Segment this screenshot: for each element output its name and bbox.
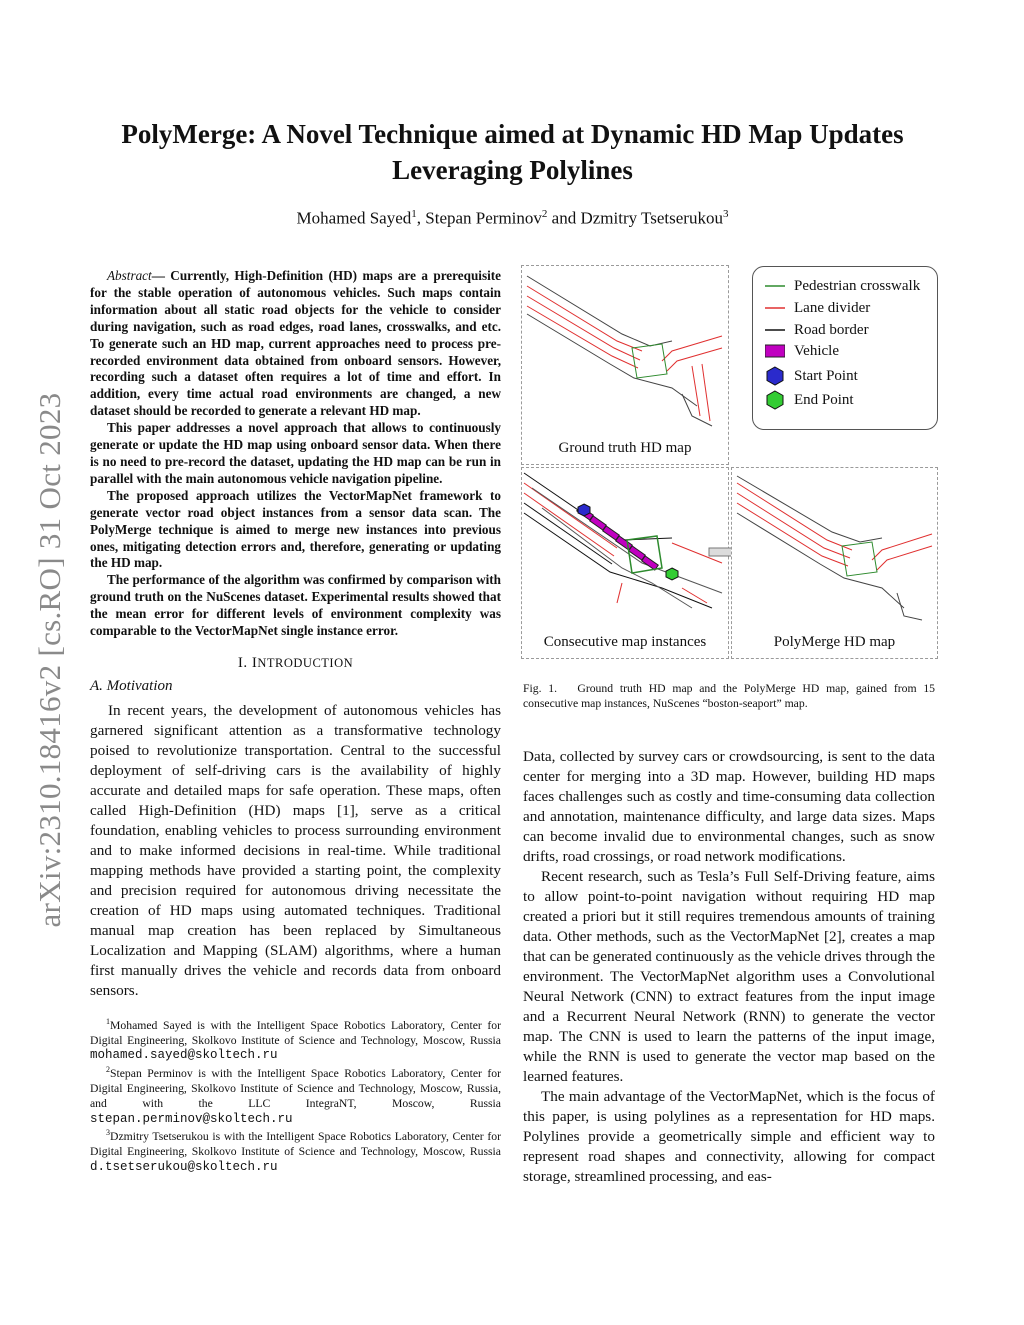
polymerge-map-image: [732, 468, 937, 628]
footnote-number: 1: [106, 1016, 110, 1026]
author-3: Dzmitry Tsetserukou: [580, 208, 723, 228]
email-link[interactable]: stepan.perminov@skoltech.ru: [90, 1111, 293, 1126]
legend-label: Start Point: [794, 367, 858, 384]
left-column: [90, 268, 501, 1175]
vehicle-box: [642, 556, 659, 570]
body-paragraph: In recent years, the development of autonomous vehicles has garnered significant attention as a transformative technology poised to revolutionize transportation. Central to the successful deployment of self-driving cars is the availability of highly accurate and detailed maps for safe operation. These maps, often called High-Definition (HD) maps [1], serve as a critical foundation, enabling vehicles to process surrounding environment and to make informed decisions in real-time. While traditional mapping methods have provided a starting point, the complexity and precision required for autonomous driving necessitate the creation of HD maps using automated techniques. Traditional manual map creation has been replaced by Simultaneous Localization and Mapping (SLAM) algorithms, where a human first manually drives the vehicle and records data from onboard sensors.: [90, 701, 501, 999]
legend-item-vehicle: [765, 341, 839, 361]
lane-divider-line: [877, 546, 932, 570]
lane-divider-line: [667, 348, 722, 371]
legend-label: End Point: [794, 391, 854, 408]
lane-divider-line: [702, 364, 710, 421]
crosswalk-polygon: [842, 542, 877, 576]
ground-truth-map-image: [522, 266, 728, 436]
green-hexagon-icon: [765, 390, 785, 410]
right-column: [523, 747, 935, 1187]
red-line-icon: [765, 303, 785, 313]
lane-divider-line: [737, 483, 852, 550]
end-point-icon: [666, 568, 678, 580]
section-title-rest: NTRODUCTION: [257, 655, 354, 670]
road-border-line: [897, 593, 922, 620]
lane-divider-line: [692, 366, 700, 416]
legend-item-road-border: [765, 320, 869, 340]
footnote-1: [90, 1015, 501, 1063]
abstract: [90, 268, 501, 640]
lane-divider-line: [527, 306, 638, 368]
title-line-1: PolyMerge: A Novel Technique aimed at Dynamic HD Map Updates: [121, 119, 904, 149]
lane-divider-line: [527, 296, 640, 360]
vehicle-box: [616, 536, 633, 550]
legend-item-crosswalk: [765, 276, 920, 296]
abstract-paragraph: [90, 268, 501, 420]
author-3-affiliation: 3: [722, 208, 729, 220]
footnote-text: Mohamed Sayed is with the Intelligent Space Robotics Laboratory, Center for Digital Engineering, Skolkovo Institute of Science and Technology, Moscow, Russia: [90, 1018, 501, 1047]
author-2-affiliation: 2: [541, 208, 548, 220]
green-line-icon: [765, 281, 785, 291]
email-link[interactable]: mohamed.sayed@skoltech.ru: [90, 1048, 278, 1063]
abstract-text-1: Currently, High-Definition (HD) maps are a prerequisite for the stable operation of autonomous vehicles. Such maps contain information about all static road objects for the vehicle to consider during navigation, such as road edges, road lanes, crosswalks, and etc. To generate such an HD map, current approaches need to process pre-recorded environment data obtained from onboard sensors. However, recording such a dataset often requires a lot of time and effort. In addition, every time actual road environments are changed, a new dataset should be recorded to generate a relevant HD map.: [90, 268, 502, 419]
lane-divider-line: [524, 483, 617, 548]
author-2: Stepan Perminov: [425, 208, 542, 228]
legend-item-lane-divider: [765, 298, 870, 318]
author-separator: and: [547, 208, 581, 228]
black-line-icon: [765, 325, 785, 335]
footnote-number: 3: [106, 1128, 110, 1138]
abstract-label: Abstract: [107, 268, 152, 283]
vehicle-box: [629, 546, 646, 560]
intro-left-text: [90, 701, 501, 1001]
section-initial: I: [251, 654, 258, 671]
lane-divider-line: [662, 336, 722, 361]
body-paragraph: Recent research, such as Tesla’s Full Self-Driving feature, aims to allow point-to-point navigation without requiring HD map created a priori but it still requires tremendous amounts of training data. Other methods, such as the VectorMapNet [2], creates a map that can be generated continuously as the vehicle drives through the environment. The VectorMapNet algorithm uses a Convolutional Neural Network (CNN) to extract features from the input image and a Recurrent Neural Network (RNN) to generate the vector map. The CNN is used to learn the patterns of the input image, while the RNN is used to generate the vector map based on the learned features.: [523, 868, 935, 1085]
road-border-line: [524, 513, 712, 608]
abstract-paragraph: The performance of the algorithm was confirmed by comparison with ground truth on the NuScenes dataset. Experimental results showed that the mean error for different levels of environment complexity was comparable to the VectorMapNet single instance error.: [90, 572, 501, 639]
panel-consecutive-instances: [521, 467, 729, 659]
abstract-paragraph: This paper addresses a novel approach that allows to continuously generate or update the HD map using onboard sensor data. When there is no need to pre-record the dataset, updating the HD map can be run in parallel with the main autonomous vehicle navigation pipeline.: [90, 420, 501, 486]
footnote-number: 2: [106, 1065, 110, 1075]
paper-title: [90, 116, 935, 188]
section-heading: [90, 655, 501, 672]
abstract-paragraph: The proposed approach utilizes the VectorMapNet framework to generate vector road object instances from a sensor data scan. The PolyMerge technique is aimed to merge new instances into previous ones, mitigating detection errors and, therefore, generating or updating the HD map.: [90, 487, 501, 571]
blue-hexagon-icon: [765, 366, 785, 386]
author-list: [90, 208, 935, 229]
body-paragraph: The main advantage of the VectorMapNet, which is the focus of this paper, is using polylines as a representation for HD maps. Polylines provide a geometrically simple and efficient way to represent road shapes and connectivity, allowing for compact storage, streamlined processing, and eas-: [523, 1088, 935, 1185]
caption-label: Fig. 1.: [523, 682, 558, 695]
vehicle-box: [590, 516, 607, 530]
panel-label-ground-truth: Ground truth HD map: [558, 440, 692, 456]
author-1: Mohamed Sayed: [296, 208, 412, 228]
legend-item-start-point: [765, 366, 858, 386]
email-link[interactable]: d.tsetserukou@skoltech.ru: [90, 1159, 278, 1174]
road-border-line: [524, 473, 672, 540]
figure-legend: [752, 266, 938, 430]
author-1-affiliation: 1: [411, 208, 417, 220]
road-border-line: [527, 276, 672, 346]
section-number: I.: [237, 654, 252, 671]
figure-caption: [523, 681, 935, 711]
legend-label: Pedestrian crosswalk: [794, 277, 921, 294]
panel-polymerge: [731, 467, 938, 659]
footnote-text: Stepan Perminov is with the Intelligent Space Robotics Laboratory, Center for Digital Engineering, Skolkovo Institute of Science and Technology, Moscow, Russia, and with the LLC IntegraNT, Moscow, Russia: [90, 1067, 501, 1110]
footnote-2: [90, 1063, 501, 1126]
road-border-line: [737, 513, 904, 608]
footnote-text: Dzmitry Tsetserukou is with the Intelligent Space Robotics Laboratory, Center for Digital Engineering, Skolkovo Institute of Science and Technology, Moscow, Russia: [90, 1130, 501, 1158]
footnotes: [90, 1015, 501, 1175]
footnote-3: [90, 1126, 501, 1174]
subsection-heading: A. Motivation: [90, 677, 173, 694]
legend-label: Vehicle: [794, 342, 839, 359]
title-line-2: Leveraging Polylines: [392, 155, 633, 185]
road-border-line: [737, 476, 882, 542]
lane-divider-line: [737, 503, 848, 566]
author-separator: ,: [416, 208, 426, 228]
arxiv-id[interactable]: arXiv:2310.18416v2 [cs.RO] 31 Oct 2023: [32, 392, 67, 928]
arxiv-watermark: [30, 360, 70, 960]
lane-divider-line: [617, 583, 622, 603]
lane-divider-line: [527, 286, 642, 351]
legend-item-end-point: [765, 390, 854, 410]
body-paragraph: Data, collected by survey cars or crowdsourcing, is sent to the data center for merging into a 3D map. However, building HD maps faces challenges such as costly and time-consuming data collection and annotation, maintenance difficulty, and large data sizes. Maps can become invalid due to environmental changes, such as snow drifts, road crossings, or road network modifications.: [523, 748, 935, 865]
consecutive-instances-image: [522, 468, 728, 628]
magenta-box-icon: [765, 344, 785, 358]
road-border-line: [542, 508, 692, 608]
panel-label-consecutive: Consecutive map instances: [543, 634, 707, 650]
legend-label: Road border: [794, 321, 869, 338]
start-point-icon: [578, 504, 590, 516]
legend-label: Lane divider: [794, 299, 871, 316]
panel-label-polymerge: PolyMerge HD map: [773, 634, 896, 650]
abstract-dash: —: [151, 268, 171, 283]
caption-text: Ground truth HD map and the PolyMerge HD map, gained from 15 consecutive map instances, NuScenes “boston-seaport” map.: [523, 682, 936, 710]
panel-ground-truth: [521, 265, 729, 465]
